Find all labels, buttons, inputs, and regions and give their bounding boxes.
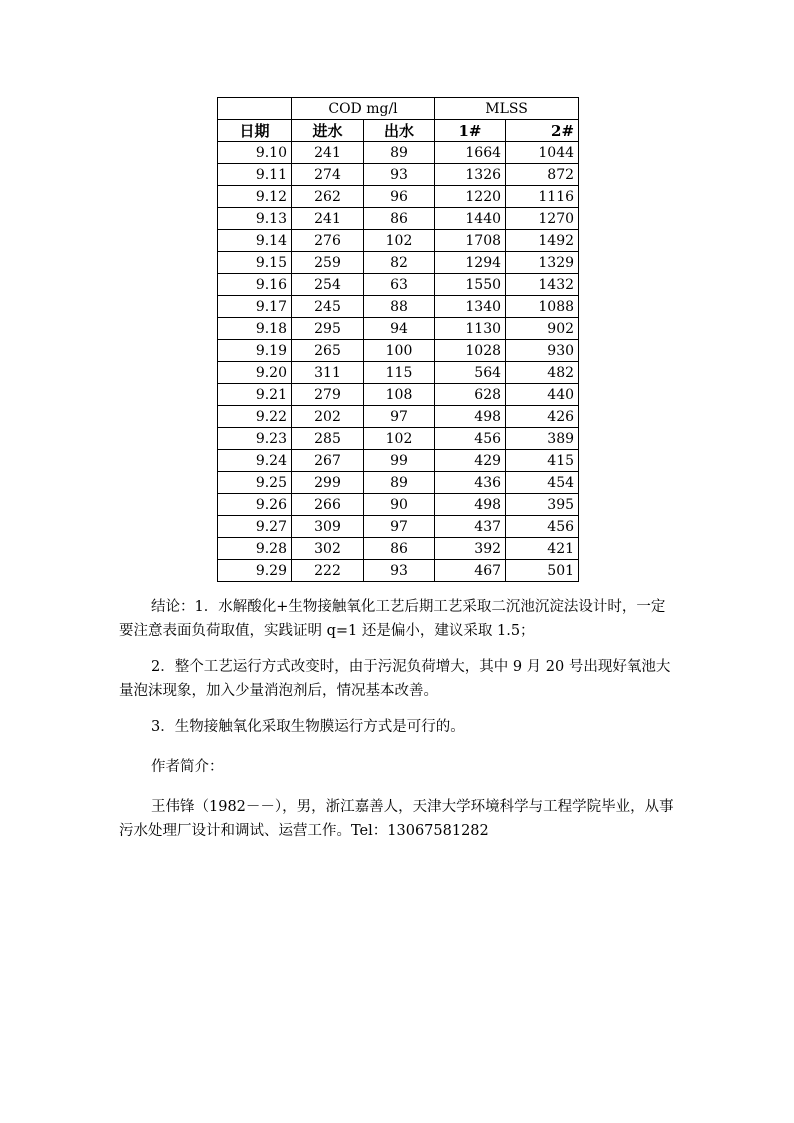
cell-date: 9.17 [218,296,292,318]
cell-date: 9.28 [218,538,292,560]
cell-cod-in: 262 [292,186,364,208]
cell-mlss-1: 456 [435,428,506,450]
cell-mlss-2: 501 [506,560,579,582]
table-row [218,560,579,582]
cell-cod-out: 97 [364,406,435,428]
table-row [218,230,579,252]
cell-mlss-2: 395 [506,494,579,516]
cell-mlss-1: 1664 [435,142,506,164]
cell-date: 9.13 [218,208,292,230]
cell-cod-in: 245 [292,296,364,318]
table-row [218,384,579,406]
cell-cod-in: 279 [292,384,364,406]
cell-cod-out: 94 [364,318,435,340]
cell-cod-in: 276 [292,230,364,252]
cell-mlss-1: 1294 [435,252,506,274]
cell-cod-in: 266 [292,494,364,516]
cell-cod-out: 89 [364,472,435,494]
cell-mlss-2: 426 [506,406,579,428]
table-row [218,164,579,186]
table-row [218,362,579,384]
cell-date: 9.25 [218,472,292,494]
cell-mlss-2: 415 [506,450,579,472]
cell-cod-out: 82 [364,252,435,274]
cell-mlss-1: 564 [435,362,506,384]
conclusion-3: 3．生物接触氧化采取生物膜运行方式是可行的。 [151,719,465,735]
cell-date: 9.24 [218,450,292,472]
cell-mlss-2: 454 [506,472,579,494]
cell-cod-out: 63 [364,274,435,296]
header-mlss-group: MLSS [435,98,579,120]
cell-cod-out: 115 [364,362,435,384]
cell-date: 9.11 [218,164,292,186]
cell-mlss-1: 436 [435,472,506,494]
cell-cod-out: 102 [364,230,435,252]
cell-cod-out: 93 [364,560,435,582]
table-row [218,516,579,538]
table-header-row-groups [218,98,579,120]
cell-cod-in: 267 [292,450,364,472]
table-row [218,274,579,296]
cell-cod-in: 254 [292,274,364,296]
header-outflow: 出水 [364,120,435,142]
cell-mlss-1: 1220 [435,186,506,208]
table-row [218,450,579,472]
cell-mlss-2: 872 [506,164,579,186]
cell-mlss-2: 421 [506,538,579,560]
cell-cod-in: 265 [292,340,364,362]
author-heading: 作者简介： [151,759,224,775]
table-row [218,538,579,560]
cell-date: 9.19 [218,340,292,362]
table-row [218,340,579,362]
cell-mlss-2: 902 [506,318,579,340]
cell-cod-in: 241 [292,208,364,230]
header-cod-group: COD mg/l [292,98,435,120]
cell-cod-out: 90 [364,494,435,516]
cell-cod-in: 309 [292,516,364,538]
cell-cod-in: 285 [292,428,364,450]
cell-mlss-1: 1028 [435,340,506,362]
header-tank1: 1# [435,120,506,142]
table-row [218,208,579,230]
cell-mlss-2: 1329 [506,252,579,274]
cell-mlss-2: 1492 [506,230,579,252]
cell-mlss-2: 1270 [506,208,579,230]
cell-mlss-2: 1116 [506,186,579,208]
cell-date: 9.18 [218,318,292,340]
table-row [218,494,579,516]
header-blank-cell [218,98,292,120]
cell-mlss-1: 392 [435,538,506,560]
data-table [217,97,579,582]
cell-cod-out: 102 [364,428,435,450]
author-bio: 王伟锋（1982－－），男，浙江嘉善人，天津大学环境科学与工程学院毕业，从事污水处理厂设计和调试、运营工作。Tel：13067581282 [119,799,674,839]
cell-cod-out: 96 [364,186,435,208]
cell-mlss-1: 1130 [435,318,506,340]
table-row [218,142,579,164]
cell-cod-in: 295 [292,318,364,340]
cell-mlss-1: 467 [435,560,506,582]
cell-date: 9.27 [218,516,292,538]
cell-cod-in: 311 [292,362,364,384]
cell-mlss-1: 429 [435,450,506,472]
header-tank2: 2# [506,120,579,142]
cell-mlss-1: 498 [435,406,506,428]
conclusion-1: 结论：1．水解酸化+生物接触氧化工艺后期工艺采取二沉池沉淀法设计时，一定要注意表面负荷取值，实践证明 q=1 还是偏小，建议采取 1.5； [119,599,666,639]
cell-date: 9.14 [218,230,292,252]
cell-cod-in: 299 [292,472,364,494]
cell-mlss-1: 1326 [435,164,506,186]
cell-date: 9.21 [218,384,292,406]
cell-cod-out: 86 [364,538,435,560]
cell-cod-out: 99 [364,450,435,472]
cell-date: 9.10 [218,142,292,164]
cell-cod-out: 100 [364,340,435,362]
cell-date: 9.16 [218,274,292,296]
table-row [218,406,579,428]
cell-mlss-2: 389 [506,428,579,450]
cell-date: 9.15 [218,252,292,274]
cell-date: 9.29 [218,560,292,582]
cell-mlss-1: 1550 [435,274,506,296]
cell-mlss-1: 437 [435,516,506,538]
cell-cod-out: 93 [364,164,435,186]
cell-mlss-2: 1044 [506,142,579,164]
table-row [218,296,579,318]
cell-date: 9.20 [218,362,292,384]
cell-cod-out: 108 [364,384,435,406]
cell-mlss-2: 1432 [506,274,579,296]
table-row [218,472,579,494]
cell-date: 9.26 [218,494,292,516]
cell-cod-in: 222 [292,560,364,582]
table-header-row-columns [218,120,579,142]
header-inflow: 进水 [292,120,364,142]
cell-mlss-1: 1708 [435,230,506,252]
cell-cod-in: 241 [292,142,364,164]
cell-date: 9.22 [218,406,292,428]
cell-mlss-2: 440 [506,384,579,406]
table-body [218,142,579,582]
cell-cod-in: 302 [292,538,364,560]
table-row [218,318,579,340]
cell-mlss-1: 1440 [435,208,506,230]
cell-date: 9.23 [218,428,292,450]
table-row [218,252,579,274]
cell-cod-out: 89 [364,142,435,164]
table-row [218,186,579,208]
cell-cod-out: 86 [364,208,435,230]
cell-mlss-1: 628 [435,384,506,406]
conclusion-2: 2．整个工艺运行方式改变时，由于污泥负荷增大，其中 9 月 20 号出现好氧池大量泡沫现象，加入少量消泡剂后，情况基本改善。 [119,659,671,699]
cell-cod-in: 259 [292,252,364,274]
cell-cod-in: 202 [292,406,364,428]
cell-cod-out: 88 [364,296,435,318]
cell-cod-in: 274 [292,164,364,186]
cell-date: 9.12 [218,186,292,208]
cell-mlss-1: 1340 [435,296,506,318]
cell-cod-out: 97 [364,516,435,538]
cell-mlss-1: 498 [435,494,506,516]
cell-mlss-2: 482 [506,362,579,384]
cell-mlss-2: 1088 [506,296,579,318]
cell-mlss-2: 456 [506,516,579,538]
cell-mlss-2: 930 [506,340,579,362]
header-date: 日期 [218,120,292,142]
table-row [218,428,579,450]
